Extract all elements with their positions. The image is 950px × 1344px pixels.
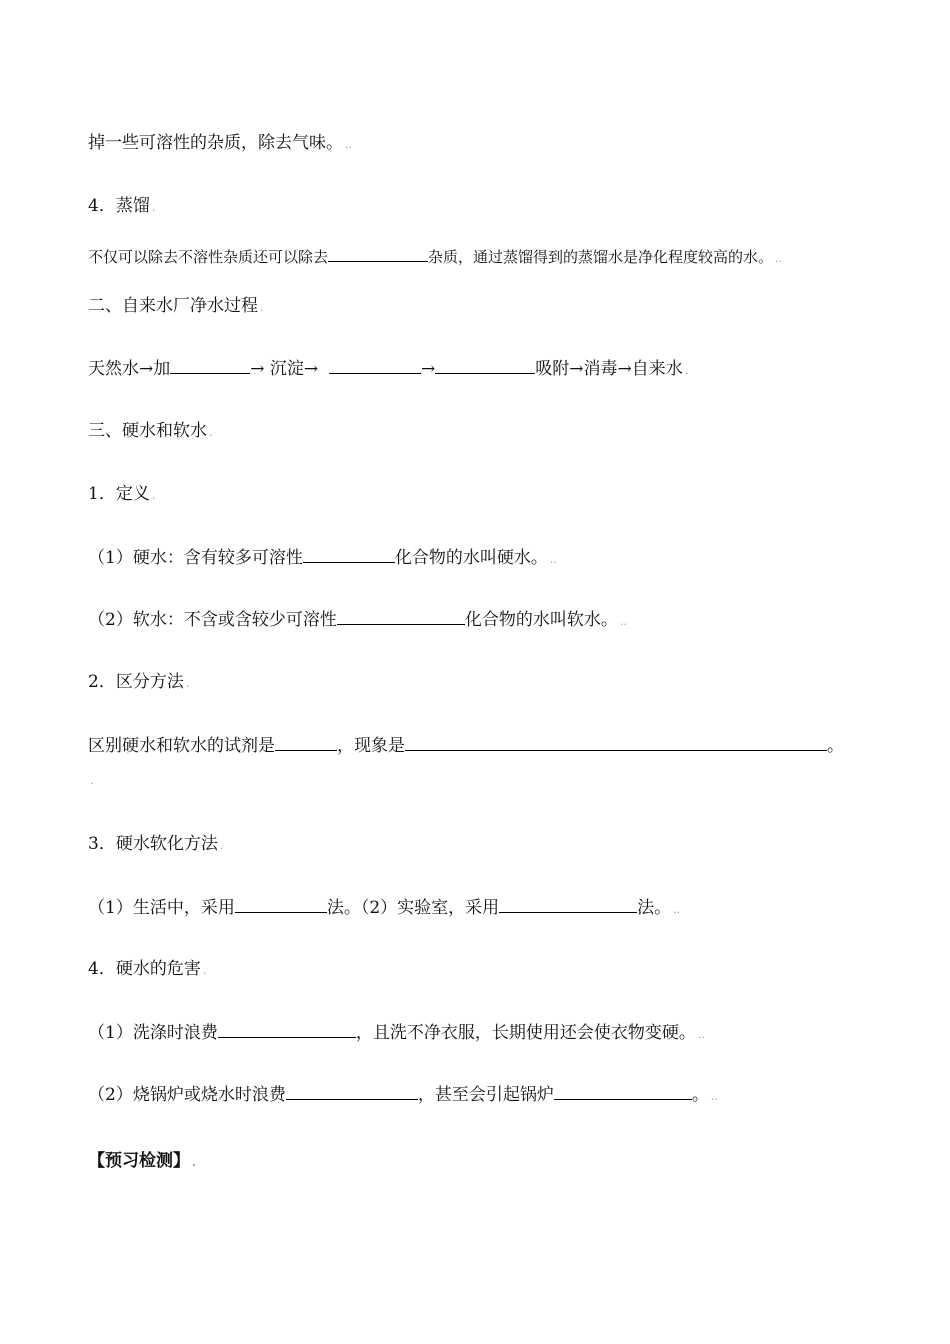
text-line-distillation — [88, 245, 782, 270]
text-line-1 — [88, 132, 352, 156]
fill-blank[interactable] — [328, 245, 428, 262]
text-line-hard-water — [88, 546, 557, 571]
paragraph-mark-line — [88, 768, 94, 792]
fill-blank[interactable] — [499, 896, 637, 913]
text-line-soft-water — [88, 608, 627, 633]
line-text: （1）洗涤时浪费 — [88, 1023, 218, 1043]
paragraph-mark: . — [90, 774, 94, 787]
fill-blank[interactable] — [170, 357, 250, 374]
line-text: ，且洗不净衣服，长期使用还会使衣物变硬。 — [355, 1023, 696, 1043]
section-heading-water-plant — [88, 295, 264, 319]
subheading-definition — [88, 483, 155, 507]
fill-blank[interactable] — [235, 896, 327, 913]
paragraph-mark: . — [684, 364, 689, 377]
fill-blank[interactable] — [337, 608, 465, 625]
line-text: （2）软水：不含或含较少可溶性 — [88, 610, 337, 630]
fill-blank[interactable] — [286, 1083, 418, 1100]
paragraph-mark: .. — [549, 553, 557, 566]
heading-text: 2．区分方法 — [88, 672, 184, 692]
line-text: 天然水→加 — [88, 359, 171, 379]
line-text: 。 — [827, 736, 844, 756]
paragraph-mark: .. — [673, 903, 681, 916]
line-text: ，甚至会引起锅炉 — [417, 1085, 554, 1105]
heading-text: 三、硬水和软水 — [88, 421, 207, 441]
paragraph-mark: .. — [345, 138, 352, 151]
section-heading-distillation — [88, 195, 155, 219]
paragraph-mark: .. — [710, 1090, 718, 1103]
line-text: → 沉淀→ — [250, 359, 319, 379]
heading-text: 4．硬水的危害 — [88, 959, 201, 979]
line-text: → — [420, 359, 436, 379]
text-line-hazard-boiler — [88, 1083, 718, 1108]
heading-text: 二、自来水厂净水过程 — [88, 296, 258, 316]
fill-blank[interactable] — [554, 1083, 692, 1100]
fill-blank[interactable] — [218, 1021, 356, 1038]
paragraph-mark: .. — [619, 615, 627, 628]
line-text: ，现象是 — [337, 736, 405, 756]
paragraph-mark: .. — [697, 1028, 705, 1041]
paragraph-mark: . — [185, 677, 190, 690]
section-heading-preview-test — [88, 1150, 196, 1174]
line-text: 吸附→消毒→自来水 — [535, 359, 683, 379]
line-text: 区别硬水和软水的试剂是 — [88, 736, 275, 756]
paragraph-mark: . — [209, 426, 213, 439]
fill-blank[interactable] — [405, 734, 827, 751]
line-text: （2）烧锅炉或烧水时浪费 — [88, 1085, 286, 1105]
paragraph-mark: . — [151, 489, 156, 502]
subheading-softening — [88, 833, 223, 857]
paragraph-mark: . — [260, 301, 264, 314]
fill-blank[interactable] — [303, 546, 395, 563]
heading-text: 3．硬水软化方法 — [88, 834, 218, 854]
line-text: 法。（2）实验室，采用 — [326, 898, 500, 918]
line-text: 化合物的水叫软水。 — [464, 610, 618, 630]
heading-text: 4．蒸馏 — [88, 196, 150, 216]
line-text: 。 — [691, 1085, 709, 1105]
paragraph-mark: .. — [775, 252, 783, 265]
line-text: 杂质，通过蒸馏得到的蒸馏水是净化程度较高的水。 — [428, 248, 774, 266]
paragraph-mark: . — [219, 839, 224, 852]
text-line-softening — [88, 896, 680, 921]
paragraph-mark: . — [151, 201, 156, 214]
paragraph-mark: . — [202, 964, 207, 977]
text-line-hazard-washing — [88, 1021, 705, 1046]
line-text: 化合物的水叫硬水。 — [394, 548, 548, 568]
paragraph-mark: . — [192, 1156, 196, 1169]
text-line-distinguish — [88, 734, 844, 757]
heading-text: 1．定义 — [88, 484, 150, 504]
subheading-hazards — [88, 958, 206, 982]
line-text: （1）生活中，采用 — [88, 898, 235, 918]
heading-text: 【预习检测】 — [88, 1151, 190, 1171]
line-text: 法。 — [637, 898, 672, 918]
subheading-distinguish — [88, 671, 189, 695]
fill-blank[interactable] — [275, 734, 337, 751]
line-text: （1）硬水：含有较多可溶性 — [88, 548, 303, 568]
fill-blank[interactable] — [329, 357, 421, 374]
line-text: 不仅可以除去不溶性杂质还可以除去 — [88, 248, 329, 266]
line-text: 掉一些可溶性的杂质，除去气味。 — [88, 133, 343, 153]
fill-blank[interactable] — [435, 357, 535, 374]
section-heading-hard-soft — [88, 420, 213, 444]
text-line-process — [88, 357, 688, 382]
